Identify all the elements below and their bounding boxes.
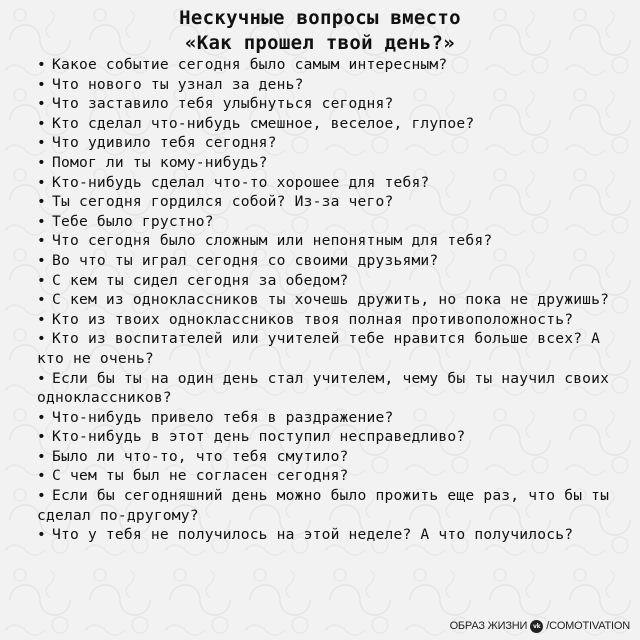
title-line-2: «Как прошел твой день?» (185, 32, 455, 54)
question-text: С кем ты сидел сегодня за обедом? (52, 271, 349, 289)
list-item (37, 212, 617, 232)
list-item (37, 427, 617, 447)
question-text: Во что ты играл сегодня со своими друзьями? (52, 251, 439, 269)
bullet-icon: • (37, 134, 46, 152)
bullet-icon: • (37, 369, 46, 387)
question-text: Что удивило тебя сегодня? (52, 134, 277, 152)
list-item (37, 133, 617, 153)
list-item (37, 94, 617, 114)
question-text: Кто-нибудь в этот день поступил несправедливо? (52, 428, 466, 446)
list-item (37, 290, 617, 310)
question-text: Какое событие сегодня было самым интересным? (52, 56, 448, 73)
list-item (37, 251, 617, 271)
question-text: Если бы сегодняшний день можно было прожить еще раз, что бы ты сделал по-другому? (37, 487, 610, 524)
bullet-icon: • (37, 56, 46, 73)
bullet-icon: • (37, 291, 46, 309)
list-item (37, 192, 617, 212)
list-item (37, 271, 617, 291)
question-text: Кто из твоих одноклассников твоя полная противоположность? (52, 310, 574, 328)
bullet-icon: • (37, 232, 46, 250)
watermark-footer (450, 619, 630, 633)
bullet-icon: • (37, 526, 46, 544)
question-text: С кем из одноклассников ты хочешь дружить, но пока не дружишь? (52, 291, 610, 309)
bullet-icon: • (37, 467, 46, 485)
bullet-icon: • (37, 271, 46, 289)
bullet-icon: • (37, 114, 46, 132)
bullet-icon: • (37, 173, 46, 191)
bullet-icon: • (37, 408, 46, 426)
question-text: Помог ли ты кому-нибудь? (52, 153, 268, 171)
questions-list (37, 55, 617, 545)
list-item (37, 153, 617, 173)
question-text: Кто сделал что-нибудь смешное, веселое, глупое? (52, 114, 475, 132)
question-text: Что нового ты узнал за день? (52, 75, 304, 93)
page-title (0, 6, 640, 56)
list-item (37, 408, 617, 428)
bullet-icon: • (37, 212, 46, 230)
list-item (37, 114, 617, 134)
question-text: Что заставило тебя улыбнуться сегодня? (52, 95, 394, 113)
list-item (37, 310, 617, 330)
question-text: Кто-нибудь сделал что-то хорошее для тебя? (52, 173, 430, 191)
list-item (37, 369, 617, 408)
question-text: Тебе было грустно? (52, 212, 214, 230)
bullet-icon: • (37, 428, 46, 446)
question-text: Что-нибудь привело тебя в раздражение? (52, 408, 394, 426)
vk-icon: vk (530, 620, 543, 633)
brand-name: ОБРАЗ ЖИЗНИ (449, 620, 528, 632)
brand-handle: /COMOTIVATION (546, 620, 630, 632)
list-item (37, 447, 617, 467)
question-text: С чем ты был не согласен сегодня? (52, 467, 349, 485)
question-text: Что сегодня было сложным или непонятным для тебя? (52, 232, 493, 250)
list-item (37, 525, 617, 545)
bullet-icon: • (37, 310, 46, 328)
bullet-icon: • (37, 447, 46, 465)
bullet-icon: • (37, 251, 46, 269)
bullet-icon: • (37, 153, 46, 171)
list-item (37, 486, 617, 525)
list-item (37, 55, 617, 75)
question-text: Что у тебя не получилось на этой неделе? А что получилось? (52, 526, 574, 544)
list-item (37, 329, 617, 368)
bullet-icon: • (37, 487, 46, 505)
bullet-icon: • (37, 330, 46, 348)
question-text: Было ли что-то, что тебя смутило? (52, 447, 349, 465)
list-item (37, 466, 617, 486)
bullet-icon: • (37, 95, 46, 113)
question-text: Кто из воспитателей или учителей тебе нравится больше всех? А кто не очень? (37, 330, 601, 367)
list-item (37, 231, 617, 251)
question-text: Ты сегодня гордился собой? Из-за чего? (52, 193, 394, 211)
list-item (37, 173, 617, 193)
title-line-1: Нескучные вопросы вместо (179, 7, 461, 29)
bullet-icon: • (37, 75, 46, 93)
bullet-icon: • (37, 193, 46, 211)
question-text: Если бы ты на один день стал учителем, чему бы ты научил своих одноклассников? (37, 369, 610, 407)
list-item (37, 75, 617, 95)
